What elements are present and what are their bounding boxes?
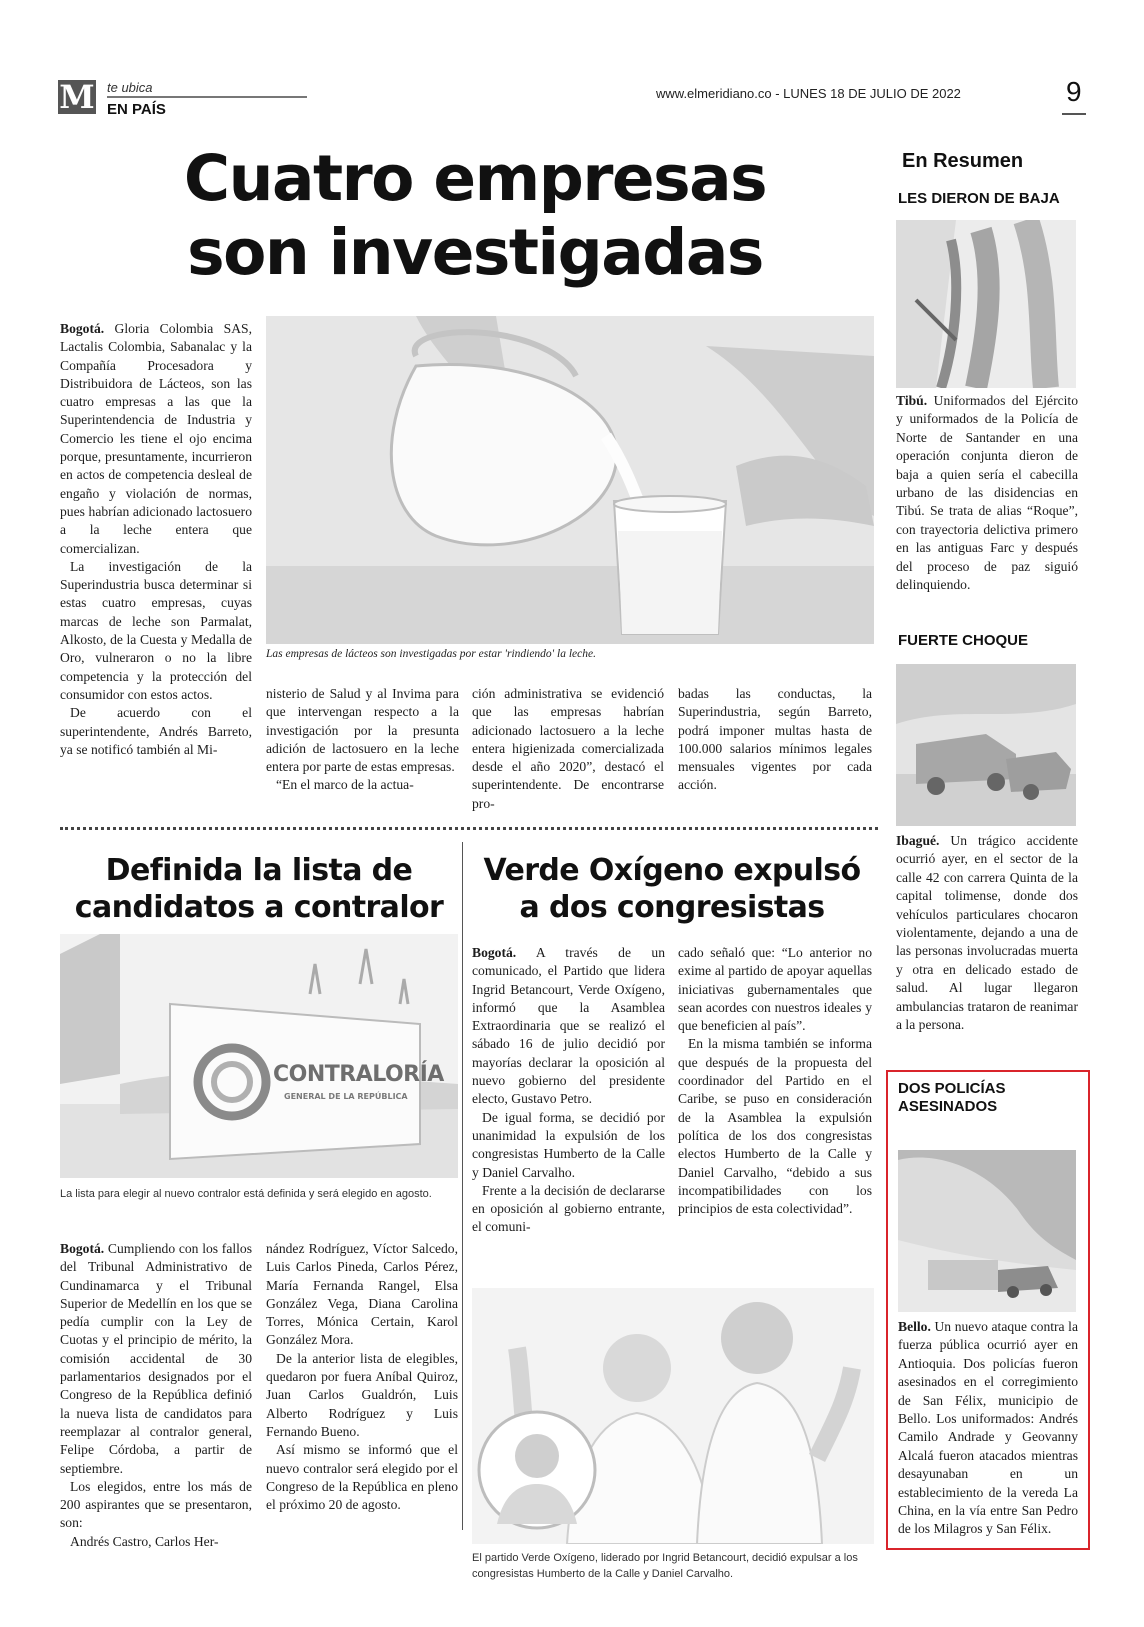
milk-photo — [266, 316, 874, 644]
section-divider — [60, 827, 878, 830]
section-label: EN PAÍS — [107, 101, 166, 118]
sidebar-item-heading: FUERTE CHOQUE — [898, 632, 1029, 649]
contralor-paragraph: Andrés Castro, Carlos Her- — [70, 1533, 219, 1549]
sidebar-item-text: Tibú. Uniformados del Ejército y uniformados de la Policía de Norte de Santander en una operación conjunta dieron de baja a quien sería el cabecilla urbano de las disidencias en Tibú. Se trata de alias “Roque”, con trayectoria delictiva primero en las antiguas Farc y después del proceso de paz siguió delinquiendo. — [896, 393, 1078, 593]
sidebar-item-text: Bello. Un nuevo ataque contra la fuerza pública ocurrió ayer en Antioquia. Dos policías fueron asesinados en el corregimiento de San Félix, municipio de Bello. Los uniformados: Andrés Camilo Andrade y Geovanny Alcalá fueron atacados mientras desayunaban en un establecimiento de la vereda La China, en la vía entre San Pedro de los Milagros y San Félix. — [898, 1319, 1078, 1537]
lead-col-1 — [60, 320, 252, 759]
lead-paragraph: nisterio de Salud y al Invima para que intervengan respecto a la investigación por la presunta adición de lactosuero en la leche entera por parte de estas empresas. — [266, 686, 459, 775]
lead-col-3 — [472, 685, 664, 813]
contralor-headline — [60, 852, 458, 926]
verde-paragraph: Bogotá. A través de un comunicado, el Partido que lidera Ingrid Betancourt, Verde Oxígeno, informó que la Asamblea Extraordinaria que se realizó el sábado 16 de julio decidió por mayorías declarar la oposición al nuevo gobierno del presidente electo, Gustavo Petro. — [472, 945, 665, 1107]
lead-paragraph: badas las conductas, la Superindustria, según Barreto, podrá imponer multas hasta de 100.000 salarios mínimos legales mensuales vigentes por cada acción. — [678, 686, 872, 793]
masthead-rule — [107, 96, 307, 98]
police-photo — [898, 1150, 1076, 1312]
verde-col-1 — [472, 944, 665, 1237]
contraloria-sign-subtitle: GENERAL DE LA REPÚBLICA — [284, 1092, 408, 1101]
page-number-rule — [1062, 113, 1086, 115]
lead-col-4 — [678, 685, 872, 795]
sidebar — [882, 130, 1098, 1560]
lead-headline-line2: son investigadas — [187, 216, 763, 289]
masthead-tagline: te ubica — [107, 80, 153, 95]
sidebar-item-heading: LES DIERON DE BAJA — [898, 190, 1060, 207]
contralor-col-1 — [60, 1240, 252, 1551]
sidebar-item-heading: DOS POLICÍAS ASESINADOS — [898, 1080, 1006, 1115]
police-illustration — [898, 1150, 1076, 1312]
contralor-paragraph: Los elegidos, entre los más de 200 aspirantes que se presentaron, son: — [60, 1478, 252, 1531]
verde-photo — [472, 1288, 874, 1544]
verde-col-2 — [678, 944, 872, 1218]
site-date: www.elmeridiano.co - LUNES 18 DE JULIO DE 2022 — [656, 86, 961, 101]
lead-paragraph: “En el marco de la actua- — [276, 777, 414, 793]
soldiers-illustration — [896, 220, 1076, 388]
contraloria-sign-title: CONTRALORÍA — [273, 1062, 444, 1087]
verde-paragraph: De igual forma, se decidió por unanimidad la expulsión de los congresistas Humberto de la Calle y Daniel Carvalho. — [472, 1109, 665, 1180]
crash-photo — [896, 664, 1076, 826]
contralor-paragraph: De la anterior lista de elegibles, quedaron por fuera Aníbal Quiroz, Juan Carlos Gualdrón, Luis Alberto Rodríguez y Luis Fernando Bueno. — [266, 1350, 458, 1439]
contralor-paragraph: Así mismo se informó que el nuevo contralor será elegido por el Congreso de la República en pleno el próximo 20 de agosto. — [266, 1442, 458, 1513]
sidebar-item-text: Ibagué. Un trágico accidente ocurrió ayer, en el sector de la calle 42 con carrera Quinta de la capital tolimense, donde dos vehículos particulares chocaron violentamente, dejando a una de las personas involucradas muerta y otra en delicado estado de salud. Al lugar llegaron ambulancias trataron de reanimar a la persona. — [896, 833, 1078, 1033]
verde-paragraph: En la misma también se informa que después de la propuesta del coordinador del Partido en el Caribe, se puso en consideración de la Asamblea la expulsión política de los dos congresistas electos Humberto de la Calle y Daniel Carvalho, “debido a sus incompatibilidades con los principios de esta colectividad”. — [678, 1036, 872, 1217]
lead-paragraph: Bogotá. Gloria Colombia SAS, Lactalis Colombia, Sabanalac y la Compañía Procesadora y Distribuidora de Lácteos, son las cuatro empresas a las que la Superintendencia de Industria y Comercio les tiene el ojo encima porque, presuntamente, incurrieron en actos de competencia desleal de engaño y violación de normas, pues habrían adicionado lactosuero a la leche entera que comercializan. — [60, 321, 252, 556]
lead-headline — [60, 142, 890, 290]
masthead — [0, 0, 1144, 130]
sidebar-title: En Resumen — [902, 150, 1024, 172]
politicians-illustration — [472, 1288, 874, 1544]
verde-photo-caption: El partido Verde Oxígeno, liderado por Ingrid Betancourt, decidió expulsar a los congresistas Humberto de la Calle y Daniel Carvalho. — [472, 1552, 858, 1580]
crash-illustration — [896, 664, 1076, 826]
lead-paragraph: ción administrativa se evidenció que las empresas habrían adicionado lactosuero a la leche entera higienizada comercializada desde el año 2020”, destacó el superintendente. De encontrarse pro- — [472, 686, 664, 811]
verde-headline — [472, 852, 872, 926]
milk-photo-caption: Las empresas de lácteos son investigadas por estar 'rindiendo' la leche. — [266, 648, 596, 660]
contralor-headline-line2: candidatos a contralor — [74, 890, 444, 925]
milk-pouring-illustration — [266, 316, 874, 644]
contralor-paragraph: Bogotá. Cumpliendo con los fallos del Tribunal Administrativo de Cundinamarca y el Tribunal Superior de Medellín en los que se pedía cumplir con la Ley de Cuotas y el principio de mérito, la comisión accidental de 30 parlamentarios designados por el Congreso de la República definió la nueva lista de candidatos para reemplazar al contralor general, Felipe Córdoba, a partir de septiembre. — [60, 1241, 252, 1476]
lead-col-2 — [266, 685, 459, 795]
contralor-col-2 — [266, 1240, 458, 1514]
soldiers-photo — [896, 220, 1076, 388]
column-rule — [462, 842, 463, 1530]
contralor-headline-line1: Definida la lista de — [105, 853, 413, 888]
verde-paragraph: cado señaló que: “Lo anterior no exime al partido de apoyar aquellas iniciativas gubernamentales que sean acordes con nuestros ideales y que beneficien al país”. — [678, 945, 872, 1034]
verde-headline-line1: Verde Oxígeno expulsó — [483, 853, 861, 888]
lead-paragraph: De acuerdo con el superintendente, Andrés Barreto, ya se notificó también al Mi- — [60, 705, 252, 757]
contraloria-photo-caption: La lista para elegir al nuevo contralor está definida y será elegido en agosto. — [60, 1188, 432, 1200]
lead-paragraph: La investigación de la Superindustria busca determinar si estas cuatro empresas, cuyas marcas de leche son Parmalat, Alkosto, de la Cuesta y Medalla de Oro, vulneraron o no la libre competencia y la protección del consumidor con estos actos. — [60, 558, 252, 702]
page-number: 9 — [1066, 76, 1082, 107]
verde-paragraph: Frente a la decisión de declararse en oposición al gobierno entrante, el comuni- — [472, 1182, 665, 1235]
contralor-paragraph: nández Rodríguez, Víctor Salcedo, Luis Carlos Pineda, Carlos Pérez, María Fernanda Rangel, Elsa González Vega, Diana Carolina Torres, Mónica Certain, Karol González Mora. — [266, 1241, 458, 1348]
verde-headline-line2: a dos congresistas — [519, 890, 825, 925]
logo-letter: M — [59, 78, 95, 116]
lead-headline-line1: Cuatro empresas — [183, 142, 767, 215]
contraloria-photo — [60, 934, 458, 1178]
contraloria-sign-illustration — [60, 934, 458, 1178]
logo — [58, 80, 96, 114]
